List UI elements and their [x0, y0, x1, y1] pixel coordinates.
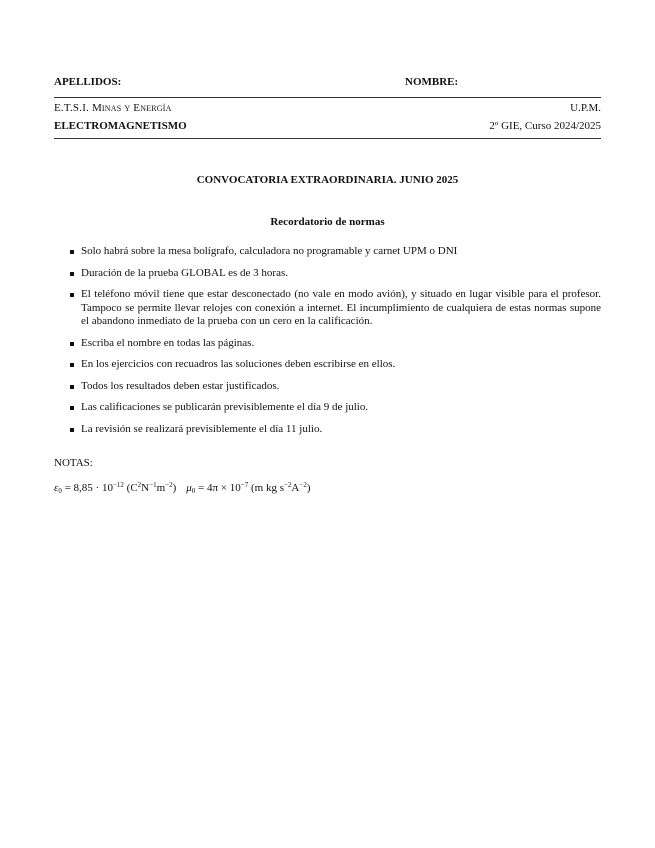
- bullet-icon: [70, 385, 74, 389]
- notes-label: NOTAS:: [54, 457, 93, 469]
- top-divider: [54, 97, 601, 98]
- list-item: Todos los resultados deben estar justificados.: [54, 380, 601, 394]
- bullet-icon: [70, 250, 74, 254]
- school-line: [54, 101, 601, 115]
- mu-constant: $\mu_0 = 4\pi \times 10^{-7}$ (m kg $s^{-2}A^{-2}$): [186, 481, 311, 495]
- school-name: E.T.S.I. Minas y Energía: [54, 102, 172, 114]
- list-item: Escriba el nombre en todas las páginas.: [54, 337, 601, 351]
- bullet-icon: [70, 342, 74, 346]
- exam-page: [54, 0, 601, 848]
- bottom-divider: [54, 138, 601, 139]
- rules-list: [54, 245, 601, 444]
- exam-title: CONVOCATORIA EXTRAORDINARIA. JUNIO 2025: [196, 174, 459, 186]
- list-item: En los ejercicios con recuadros las soluciones deben escribirse en ellos.: [54, 358, 601, 372]
- bullet-icon: [70, 272, 74, 276]
- constants-formula: [54, 481, 601, 495]
- course-info: 2º GIE, Curso 2024/2025: [489, 120, 601, 132]
- bullet-icon: [70, 428, 74, 432]
- subject-line: [54, 119, 601, 133]
- university-name: U.P.M.: [570, 102, 601, 114]
- bullet-icon: [70, 363, 74, 367]
- apellidos-label: APELLIDOS:: [54, 76, 122, 88]
- name-line: [54, 75, 601, 89]
- bullet-icon: [70, 406, 74, 410]
- rules-heading: Recordatorio de normas: [270, 216, 385, 228]
- list-item: Las calificaciones se publicarán previsiblemente el día 9 de julio.: [54, 401, 601, 415]
- nombre-label: NOMBRE:: [405, 76, 459, 88]
- list-item: Duración de la prueba GLOBAL es de 3 horas.: [54, 267, 601, 281]
- subject-name: ELECTROMAGNETISMO: [54, 120, 187, 132]
- bullet-icon: [70, 293, 74, 297]
- list-item: Solo habrá sobre la mesa bolígrafo, calculadora no programable y carnet UPM o DNI: [54, 245, 601, 259]
- list-item: El teléfono móvil tiene que estar desconectado (no vale en modo avión), y situado en lugar visible para el profesor. Tampoco se permite llevar relojes con conexión a internet. El incumplimiento de cualquiera de estas normas supone el abandono inmediato de la prueba con un cero en la calificación.: [54, 288, 601, 329]
- list-item: La revisión se realizará previsiblemente el día 11 julio.: [54, 423, 601, 437]
- epsilon-constant: $\varepsilon_0 = 8,85 \cdot 10^{-12}$ $(C^2N^{-1}m^{-2})$: [54, 481, 177, 495]
